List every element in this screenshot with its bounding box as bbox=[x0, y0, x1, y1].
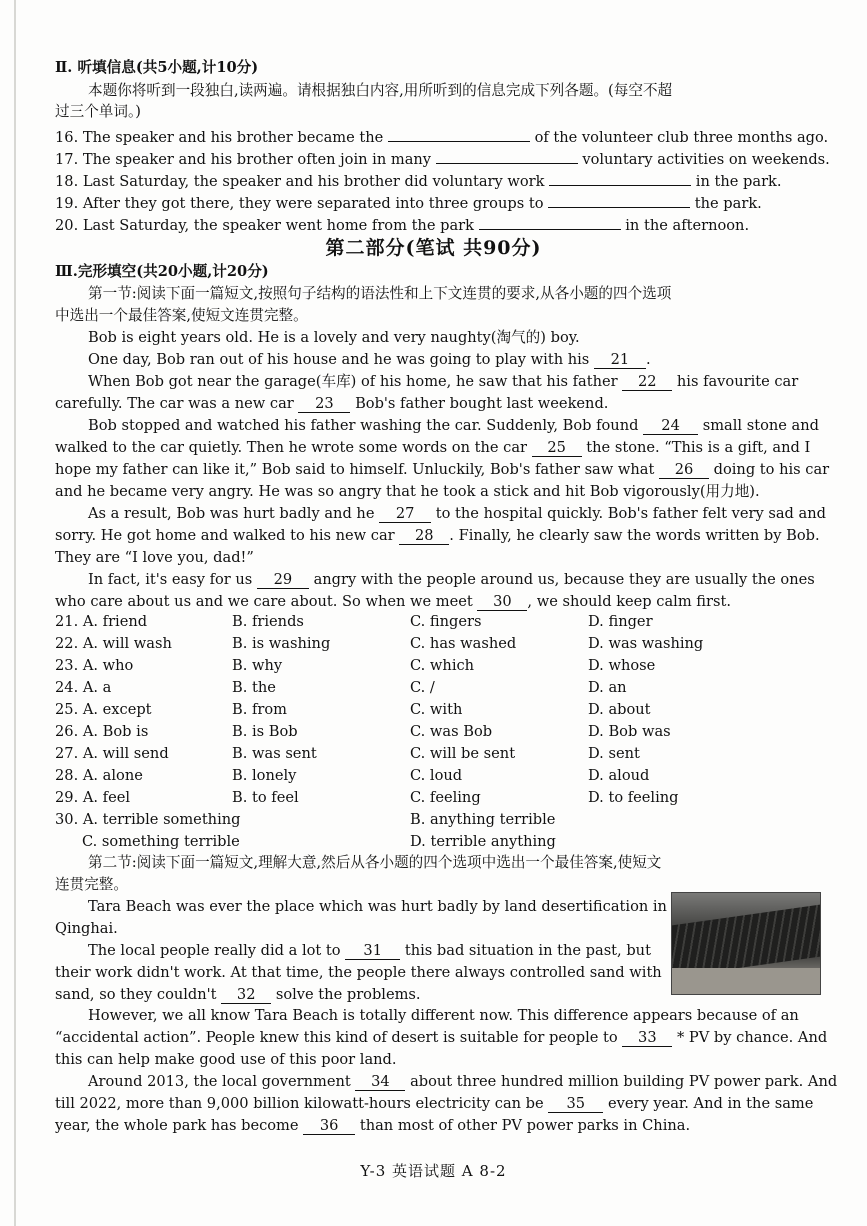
passage-text: carefully. The car was a new car bbox=[55, 395, 294, 412]
option-21a[interactable]: 21. A. friend bbox=[55, 613, 148, 630]
passage-line bbox=[55, 1094, 813, 1114]
answer-blank[interactable] bbox=[479, 213, 621, 230]
option-24c[interactable]: C. / bbox=[410, 679, 435, 696]
passage-text: this bad situation in the past, but bbox=[404, 942, 651, 959]
passage-line: their work didn't work. At that time, the people there always controlled sand with bbox=[55, 964, 662, 981]
option-22a[interactable]: 22. A. will wash bbox=[55, 635, 172, 652]
option-28d[interactable]: D. aloud bbox=[588, 767, 650, 784]
passage-text: doing to his car bbox=[713, 461, 830, 478]
blank-26[interactable]: 26 bbox=[659, 462, 709, 479]
passage-line: Qinghai. bbox=[55, 920, 118, 937]
option-28b[interactable]: B. lonely bbox=[232, 767, 297, 784]
passage-text: Around 2013, the local government bbox=[88, 1073, 351, 1090]
blank-32[interactable]: 32 bbox=[221, 987, 271, 1004]
blank-36[interactable]: 36 bbox=[303, 1118, 355, 1135]
instruction-line: 中选出一个最佳答案,使短文连贯完整。 bbox=[55, 307, 308, 324]
option-21d[interactable]: D. finger bbox=[588, 613, 653, 630]
question-16 bbox=[55, 125, 828, 148]
option-29a[interactable]: 29. A. feel bbox=[55, 789, 131, 806]
passage-line bbox=[88, 504, 826, 524]
passage-text: * PV by chance. And bbox=[676, 1029, 828, 1046]
blank-31[interactable]: 31 bbox=[345, 943, 400, 960]
instruction-line: 过三个单词。) bbox=[55, 103, 141, 120]
question-text: 19. After they got there, they were separated into three groups to bbox=[55, 195, 544, 212]
passage-line bbox=[88, 372, 798, 392]
passage-line bbox=[88, 416, 819, 436]
question-17 bbox=[55, 147, 830, 170]
passage-text: As a result, Bob was hurt badly and he bbox=[88, 505, 375, 522]
blank-27[interactable]: 27 bbox=[379, 506, 431, 523]
passage-line: this can help make good use of this poor land. bbox=[55, 1051, 397, 1068]
passage-text: walked to the car quietly. Then he wrote some words on the car bbox=[55, 439, 528, 456]
passage-text: year, the whole park has become bbox=[55, 1117, 299, 1134]
question-text: 20. Last Saturday, the speaker went home from the park bbox=[55, 217, 474, 234]
option-23d[interactable]: D. whose bbox=[588, 657, 656, 674]
blank-28[interactable]: 28 bbox=[399, 528, 449, 545]
section-heading-listening: Ⅱ. 听填信息(共5小题,计10分) bbox=[55, 59, 259, 76]
option-26b[interactable]: B. is Bob bbox=[232, 723, 298, 740]
passage-text: who care about us and we care about. So when we meet bbox=[55, 593, 473, 610]
option-22c[interactable]: C. has washed bbox=[410, 635, 517, 652]
question-19 bbox=[55, 191, 762, 214]
option-25d[interactable]: D. about bbox=[588, 701, 651, 718]
passage-text: , we should keep calm first. bbox=[527, 593, 732, 610]
passage-text: solve the problems. bbox=[275, 986, 421, 1003]
question-text: the park. bbox=[694, 195, 762, 212]
passage-text: small stone and bbox=[702, 417, 819, 434]
passage-line: Bob is eight years old. He is a lovely and very naughty(淘气的) boy. bbox=[88, 329, 580, 346]
blank-21[interactable]: 21 bbox=[594, 352, 646, 369]
option-27d[interactable]: D. sent bbox=[588, 745, 640, 762]
blank-23[interactable]: 23 bbox=[298, 396, 350, 413]
passage-text: angry with the people around us, because they are usually the ones bbox=[313, 571, 815, 588]
blank-33[interactable]: 33 bbox=[622, 1030, 672, 1047]
passage-text: hope my father can like it,” Bob said to himself. Unluckily, Bob's father saw what bbox=[55, 461, 655, 478]
passage-line: They are “I love you, dad!” bbox=[55, 549, 254, 566]
option-24d[interactable]: D. an bbox=[588, 679, 627, 696]
passage-text: . Finally, he clearly saw the words written by Bob. bbox=[449, 527, 820, 544]
passage-text: Bob's father bought last weekend. bbox=[355, 395, 609, 412]
passage-line bbox=[55, 394, 608, 414]
question-text: in the park. bbox=[695, 173, 782, 190]
answer-blank[interactable] bbox=[388, 125, 530, 142]
passage-text: The local people really did a lot to bbox=[88, 942, 341, 959]
passage-line: One day, Bob ran out of his house and he was going to play with his 21 . bbox=[88, 351, 651, 368]
passage-text: One day, Bob ran out of his house and he was going to play with his bbox=[88, 351, 590, 368]
option-21b[interactable]: B. friends bbox=[232, 613, 304, 630]
blank-34[interactable]: 34 bbox=[355, 1074, 405, 1091]
instruction-line: 本题你将听到一段独白,读两遍。请根据独白内容,用所听到的信息完成下列各题。(每空不超 bbox=[88, 82, 673, 99]
passage-line: However, we all know Tara Beach is totally different now. This difference appears because of an bbox=[88, 1007, 799, 1024]
passage-text: till 2022, more than 9,000 billion kilowatt-hours electricity can be bbox=[55, 1095, 544, 1112]
blank-22[interactable]: 22 bbox=[622, 374, 672, 391]
question-text: 16. The speaker and his brother became the bbox=[55, 129, 384, 146]
passage-text: his favourite car bbox=[676, 373, 799, 390]
option-30d[interactable]: D. terrible anything bbox=[410, 833, 556, 850]
passage-line: and he became very angry. He was so angry that he took a stick and hit Bob vigorously(用力地). bbox=[55, 483, 760, 500]
passage-line bbox=[88, 1072, 837, 1092]
blank-30[interactable]: 30 bbox=[477, 594, 527, 611]
passage-text: sand, so they couldn't bbox=[55, 986, 217, 1003]
passage-line bbox=[55, 592, 731, 612]
option-27c[interactable]: C. will be sent bbox=[410, 745, 516, 762]
section-heading-cloze: Ⅲ.完形填空(共20小题,计20分) bbox=[55, 263, 269, 280]
question-text: of the volunteer club three months ago. bbox=[534, 129, 829, 146]
option-23c[interactable]: C. which bbox=[410, 657, 475, 674]
question-text: 17. The speaker and his brother often join in many bbox=[55, 151, 432, 168]
passage-text: every year. And in the same bbox=[607, 1095, 814, 1112]
passage-line bbox=[55, 460, 829, 480]
passage-line bbox=[88, 570, 815, 590]
option-22d[interactable]: D. was washing bbox=[588, 635, 704, 652]
blank-29[interactable]: 29 bbox=[257, 572, 309, 589]
passage-line bbox=[55, 438, 810, 458]
option-22b[interactable]: B. is washing bbox=[232, 635, 331, 652]
option-29c[interactable]: C. feeling bbox=[410, 789, 481, 806]
option-28a[interactable]: 28. A. alone bbox=[55, 767, 143, 784]
option-30a[interactable]: 30. A. terrible something bbox=[55, 811, 241, 828]
option-24a[interactable]: 24. A. a bbox=[55, 679, 112, 696]
question-18 bbox=[55, 169, 782, 192]
option-23b[interactable]: B. why bbox=[232, 657, 283, 674]
passage-line bbox=[55, 985, 421, 1005]
pv-park-photo bbox=[671, 892, 821, 995]
passage-text: When Bob got near the garage(车库) of his home, he saw that his father bbox=[88, 373, 618, 390]
option-30b[interactable]: B. anything terrible bbox=[410, 811, 556, 828]
option-25c[interactable]: C. with bbox=[410, 701, 463, 718]
passage-text: to the hospital quickly. Bob's father felt very sad and bbox=[435, 505, 826, 522]
instruction-line: 第二节:阅读下面一篇短文,理解大意,然后从各小题的四个选项中选出一个最佳答案,使短文 bbox=[88, 854, 662, 871]
answer-blank[interactable] bbox=[436, 147, 578, 164]
page-edge bbox=[14, 0, 16, 1226]
passage-text: In fact, it's easy for us bbox=[88, 571, 253, 588]
blank-35[interactable]: 35 bbox=[548, 1096, 603, 1113]
passage-line bbox=[55, 1028, 827, 1048]
option-27a[interactable]: 27. A. will send bbox=[55, 745, 169, 762]
passage-text: about three hundred million building PV power park. And bbox=[410, 1073, 838, 1090]
option-21c[interactable]: C. fingers bbox=[410, 613, 482, 630]
question-text: 18. Last Saturday, the speaker and his brother did voluntary work bbox=[55, 173, 545, 190]
option-25b[interactable]: B. from bbox=[232, 701, 288, 718]
instruction-line: 连贯完整。 bbox=[55, 876, 128, 893]
passage-line bbox=[55, 1116, 690, 1136]
option-28c[interactable]: C. loud bbox=[410, 767, 463, 784]
instruction-line: 第一节:阅读下面一篇短文,按照句子结构的语法性和上下文连贯的要求,从各小题的四个选项 bbox=[88, 285, 672, 302]
option-29b[interactable]: B. to feel bbox=[232, 789, 299, 806]
answer-blank[interactable] bbox=[549, 169, 691, 186]
question-text: in the afternoon. bbox=[625, 217, 750, 234]
option-26a[interactable]: 26. A. Bob is bbox=[55, 723, 149, 740]
option-26d[interactable]: D. Bob was bbox=[588, 723, 671, 740]
answer-blank[interactable] bbox=[548, 191, 690, 208]
passage-text: “accidental action”. People knew this kind of desert is suitable for people to bbox=[55, 1029, 618, 1046]
page-footer: Y-3 英语试题 A 8-2 bbox=[360, 1162, 507, 1180]
part-two-title: 第二部分(笔试 共90分) bbox=[325, 237, 542, 259]
option-25a[interactable]: 25. A. except bbox=[55, 701, 152, 718]
passage-line bbox=[88, 941, 651, 961]
option-26c[interactable]: C. was Bob bbox=[410, 723, 493, 740]
passage-text: sorry. He got home and walked to his new car bbox=[55, 527, 395, 544]
blank-24[interactable]: 24 bbox=[643, 418, 698, 435]
passage-text: than most of other PV power parks in China. bbox=[359, 1117, 691, 1134]
passage-text: Bob stopped and watched his father washing the car. Suddenly, Bob found bbox=[88, 417, 639, 434]
option-30c[interactable]: C. something terrible bbox=[82, 833, 240, 850]
passage-line bbox=[55, 526, 820, 546]
option-27b[interactable]: B. was sent bbox=[232, 745, 317, 762]
blank-25[interactable]: 25 bbox=[532, 440, 582, 457]
option-29d[interactable]: D. to feeling bbox=[588, 789, 679, 806]
option-24b[interactable]: B. the bbox=[232, 679, 276, 696]
passage-text: the stone. “This is a gift, and I bbox=[586, 439, 811, 456]
question-text: voluntary activities on weekends. bbox=[582, 151, 830, 168]
passage-line: Tara Beach was ever the place which was hurt badly by land desertification in bbox=[88, 898, 667, 915]
option-23a[interactable]: 23. A. who bbox=[55, 657, 134, 674]
